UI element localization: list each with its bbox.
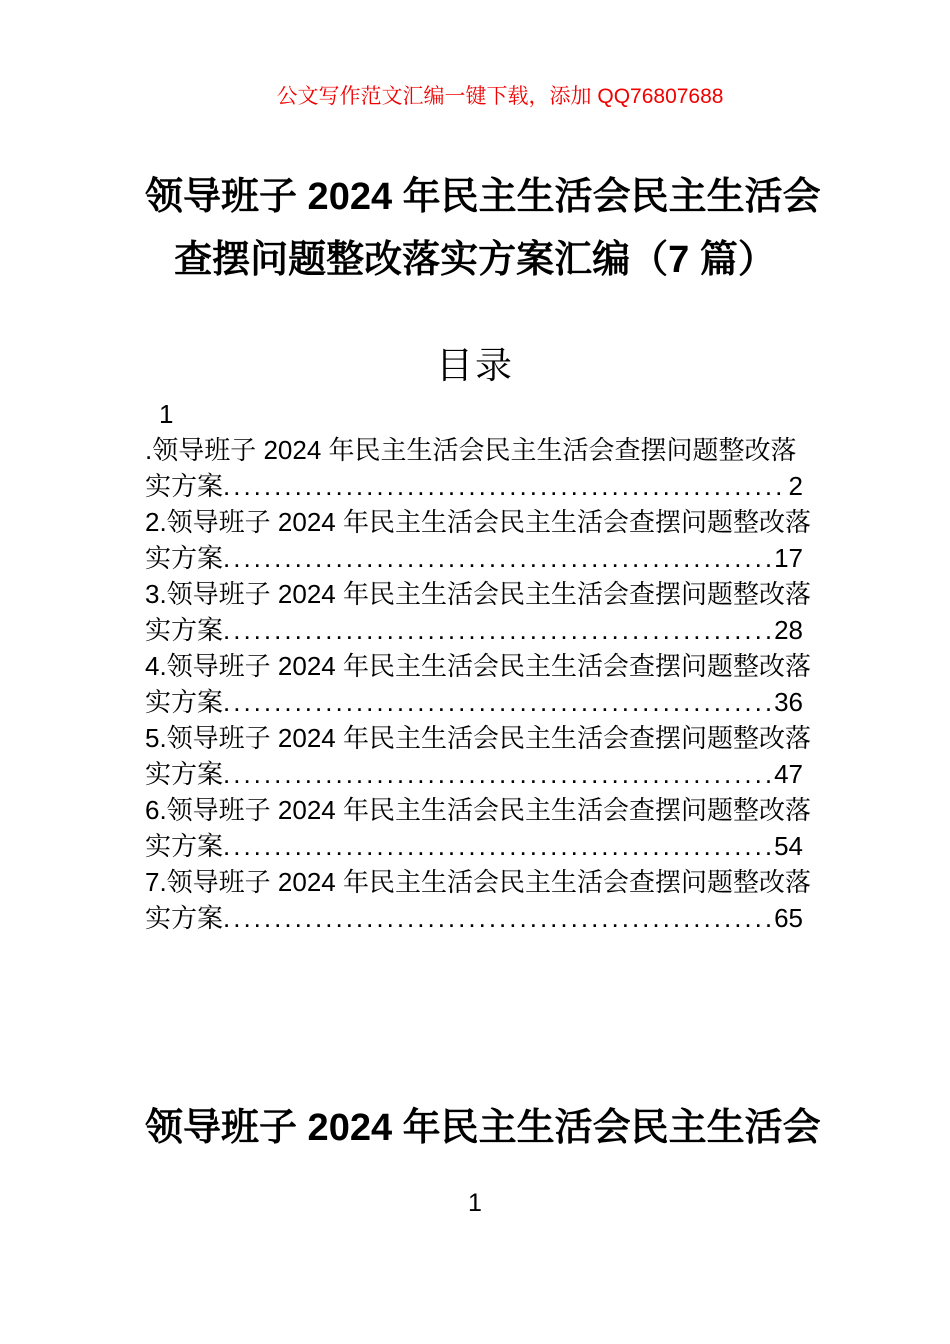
toc-entry-leader-line <box>145 468 803 504</box>
toc-entry-page-number: 47 <box>774 759 803 789</box>
toc-entry[interactable] <box>145 864 811 936</box>
toc-entry-title-continuation: 实方案 <box>145 543 224 573</box>
toc-entry-title: 7.领导班子 2024 年民主生活会民主生活会查摆问题整改落 <box>145 867 811 897</box>
toc-entry-leader-line <box>145 828 803 864</box>
toc-entry-leader-line <box>145 684 803 720</box>
toc-entry-page-number: 36 <box>774 687 803 717</box>
toc-entry[interactable] <box>145 432 803 504</box>
toc-dot-leader <box>223 684 771 720</box>
toc-entry-title-continuation: 实方案 <box>145 471 224 501</box>
toc-entry[interactable] <box>145 504 811 576</box>
toc-dot-leader <box>223 900 771 936</box>
toc-entry-page-number: 17 <box>774 543 803 573</box>
document-title-line-1: 领导班子 2024 年民主生活会民主生活会 <box>145 176 821 218</box>
toc-entry-title: 4.领导班子 2024 年民主生活会民主生活会查摆问题整改落 <box>145 651 811 681</box>
toc-entry-page-number: 54 <box>774 831 803 861</box>
toc-entry[interactable] <box>145 576 811 648</box>
toc-entry-leader-line <box>145 900 803 936</box>
toc-entry-page-number: 65 <box>774 903 803 933</box>
toc-orphan-number: 1 <box>159 399 174 429</box>
toc-entry-title-continuation: 实方案 <box>145 615 224 645</box>
toc-entry-title: 5.领导班子 2024 年民主生活会民主生活会查摆问题整改落 <box>145 723 811 753</box>
toc-entry-title-continuation: 实方案 <box>145 831 224 861</box>
toc-entry[interactable] <box>145 720 811 792</box>
promo-notice: 公文写作范文汇编一键下载，添加 QQ76807688 <box>276 85 724 108</box>
toc-dot-leader <box>223 612 771 648</box>
toc-dot-leader <box>223 468 786 504</box>
toc-dot-leader <box>223 828 771 864</box>
document-title-line-2: 查摆问题整改落实方案汇编（7 篇） <box>174 239 776 281</box>
toc-entry-title: 3.领导班子 2024 年民主生活会民主生活会查摆问题整改落 <box>145 579 811 609</box>
toc-entry-leader-line <box>145 612 803 648</box>
toc-entry-leader-line <box>145 540 803 576</box>
toc-heading: 目录 <box>436 345 514 386</box>
document-title <box>145 166 821 292</box>
toc-entry-title-continuation: 实方案 <box>145 687 224 717</box>
toc-entry-page-number: 2 <box>788 471 803 501</box>
section-heading: 领导班子 2024 年民主生活会民主生活会 <box>145 1107 821 1149</box>
toc-dot-leader <box>223 756 771 792</box>
toc-entry-title-continuation: 实方案 <box>145 903 224 933</box>
page-number: 1 <box>468 1189 482 1217</box>
toc-entry-title-continuation: 实方案 <box>145 759 224 789</box>
toc-entry-leader-line <box>145 756 803 792</box>
toc-entry-title: 6.领导班子 2024 年民主生活会民主生活会查摆问题整改落 <box>145 795 811 825</box>
toc-list <box>145 396 811 936</box>
toc-entry[interactable] <box>145 792 811 864</box>
toc-dot-leader <box>223 540 771 576</box>
toc-entry-title: .领导班子 2024 年民主生活会民主生活会查摆问题整改落 <box>145 435 797 465</box>
toc-entry-page-number: 28 <box>774 615 803 645</box>
toc-entry[interactable] <box>145 648 811 720</box>
toc-entry-title: 2.领导班子 2024 年民主生活会民主生活会查摆问题整改落 <box>145 507 811 537</box>
